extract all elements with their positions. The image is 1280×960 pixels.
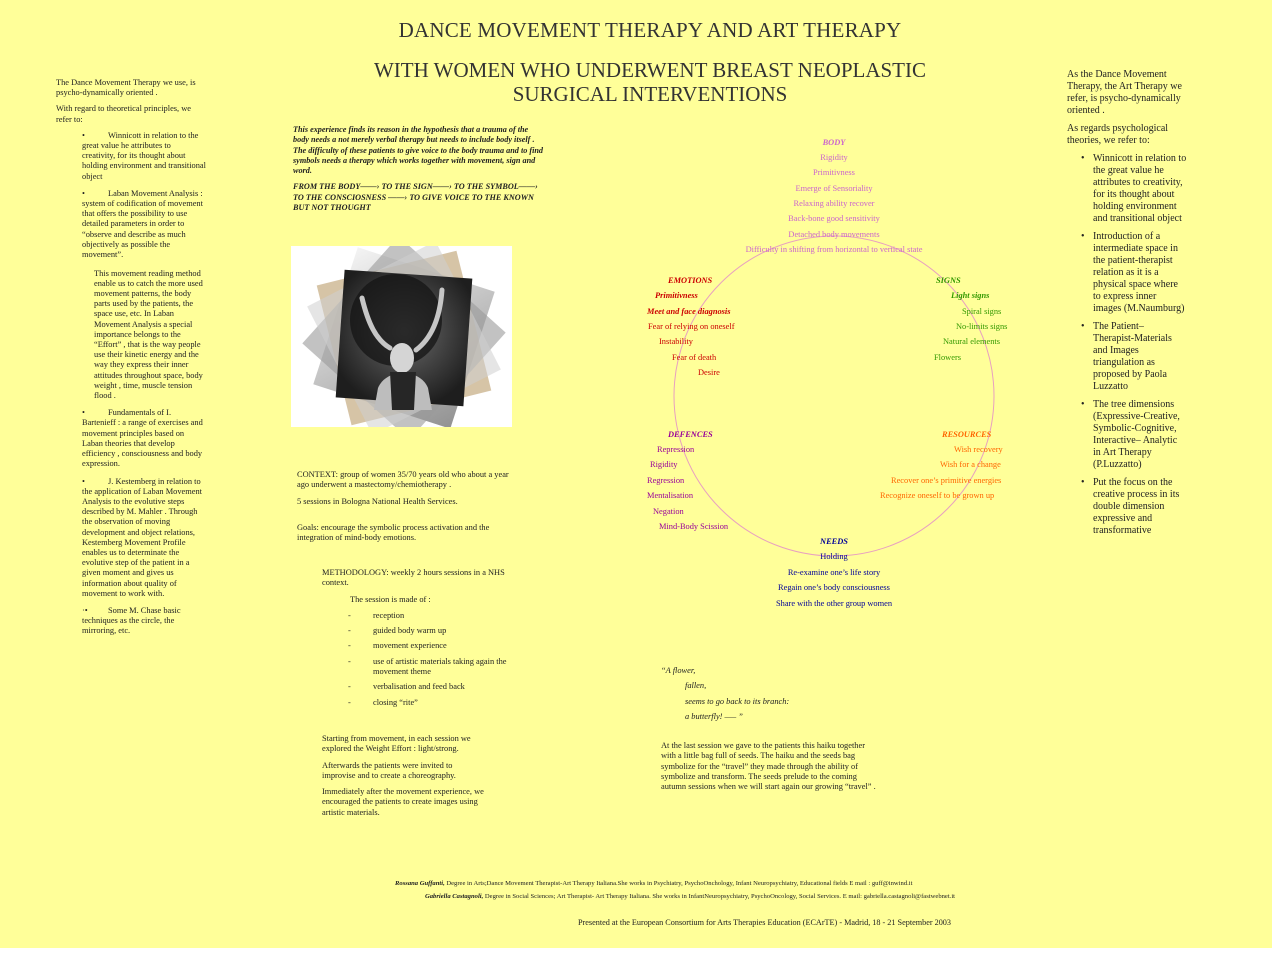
left-principles-list <box>56 131 206 260</box>
hypothesis-paragraph: This experience finds its reason in the hypothesis that a trauma of the body needs a not merely verbal therapy but needs to include body itself . The difficulty of these patients to give voice to the body trauma and to find symbols needs a therapy which works together with movement, sign and word. <box>293 125 544 176</box>
resources-item: Wish for a change <box>940 460 1001 469</box>
list-item-text: guided body warm up <box>373 626 447 636</box>
needs-item: Holding <box>820 552 848 561</box>
body-item: Relaxing ability recover <box>793 199 875 208</box>
right-intro: As the Dance Movement Therapy, the Art Therapy we refer, is psycho-dynamically oriented . <box>1067 69 1182 116</box>
author-details: Degree in Arts;Dance Movement Therapist-Art Therapy Italiana.She works in Psychiatry, PsychoOnchology, Infant Neuropsychiatry, Educational fields E mail : guff@inwind.it <box>444 880 913 887</box>
list-item-text: Laban Movement Analysis : system of codification of movement that offers the possibility to use detailed parameters in order to “observe and describe as much objectively as possible the movement”. <box>82 188 203 260</box>
bullet: • <box>1081 399 1085 410</box>
signs-item: No-limits signs <box>956 322 1008 331</box>
list-item-text: J. Kestemberg in relation to the application of Laban Movement Analysis to the evolutive steps described by M. Mahler . Through the observation of moving development and object relations, Kestemberg Movement Profile enables us to determinate the evolutive step of the patient in a given moment and gives us information about quality of movement to work with. <box>82 476 203 598</box>
defences-item: Rigidity <box>650 460 678 469</box>
author-credit-1 <box>395 880 912 887</box>
signs-item: Spiral signs <box>962 307 1002 316</box>
signs-item: Flowers <box>934 353 961 362</box>
list-item-text: Winnicott in relation to the great value he attributes to creativity, for its thought about holding environment and transitional object <box>82 130 206 181</box>
defences-item: Negation <box>653 507 684 516</box>
poster-title: DANCE MOVEMENT THERAPY AND ART THERAPY <box>398 18 902 42</box>
list-item <box>322 657 522 678</box>
emotions-item: Instability <box>659 337 693 346</box>
left-principles-list-2 <box>56 408 206 636</box>
list-item <box>1067 321 1187 393</box>
procedure-paragraph-2: Afterwards the patients were invited to improvise and to create a choreography. <box>322 760 456 780</box>
needs-item: Regain one’s body consciousness <box>778 583 890 592</box>
presented-at: Presented at the European Consortium for Arts Therapies Education (ECArTE) - Madrid, 18 - 21 September 2003 <box>578 918 951 927</box>
author-details: Degree in Social Sciences; Art Therapist- Art Therapy Italiana. She works in InfantNeuropsychiatry, PsychoOncology, Social Services. E mail: gabriella.castagnoli@fastwebnet.it <box>483 893 955 900</box>
signs-title: SIGNS <box>936 276 961 285</box>
methodology-block <box>322 568 522 713</box>
bullet: - <box>348 697 351 707</box>
defences-item: Mentalisation <box>647 491 694 500</box>
bullet: • <box>82 408 85 418</box>
right-theories-list <box>1067 153 1187 537</box>
right-column <box>1067 69 1187 543</box>
dancer-photo <box>291 246 512 427</box>
emotions-item: Primitivness <box>655 291 698 300</box>
bullet: - <box>348 610 351 620</box>
bullet: ·• <box>82 605 88 615</box>
hypothesis-text <box>293 125 543 219</box>
body-item: Back-bone good sensitivity <box>788 214 880 223</box>
defences-item: Regression <box>647 476 685 485</box>
resources-title: RESOURCES <box>942 430 992 439</box>
bullet: - <box>348 656 351 666</box>
signs-item: Natural elements <box>943 337 1000 346</box>
body-item: Difficulty in shifting from horizontal to vertical state <box>745 245 923 254</box>
defences-item: Mind-Body Scission <box>659 522 729 531</box>
list-item <box>56 606 206 637</box>
list-item-text: Fundamentals of I. Bartenieff : a range of exercises and movement principles based on Laban theories that develop efficiency , consciousness and body expression. <box>82 408 203 469</box>
defences-title: DEFENCES <box>668 430 713 439</box>
laban-description: This movement reading method enable us to catch the more used movement patterns, the body parts used by the patients, the space use, etc. In Laban Movement Analysis a special importance belongs to the “Effort” , that is the way people use their kinetic energy and the way they express their inner attitudes throughout space, body weight , time, muscle tension flood . <box>94 268 203 401</box>
poster-subtitle: WITH WOMEN WHO UNDERWENT BREAST NEOPLASTIC SURGICAL INTERVENTIONS <box>373 58 926 106</box>
procedure-block <box>322 734 487 824</box>
list-item <box>1067 153 1187 225</box>
list-item <box>322 682 522 692</box>
emotions-item: Fear of relying on oneself <box>648 322 735 331</box>
list-item-text: Introduction of a intermediate space in the patient-therapist relation as it is a physical space where to express inner images (M.Naumburg) <box>1093 231 1185 314</box>
needs-title: NEEDS <box>820 537 848 546</box>
haiku <box>661 663 861 725</box>
resources-item: Recognize oneself to be grown up <box>880 491 995 500</box>
session-steps-list <box>322 611 522 708</box>
goals-paragraph: Goals: encourage the symbolic process activation and the integration of mind-body emotions. <box>297 522 490 543</box>
bullet: • <box>82 476 85 486</box>
list-item-text: Some M. Chase basic techniques as the circle, the mirroring, etc. <box>82 605 181 636</box>
list-item-text: The Patient– Therapist-Materials and Images triangulation as proposed by Paola Luzzatto <box>1093 321 1172 392</box>
list-item-text: closing “rite” <box>373 697 418 707</box>
resources-item: Wish recovery <box>954 445 1003 454</box>
right-theories-heading: As regards psychological theories, we refer to: <box>1067 123 1169 146</box>
list-item-text: Put the focus on the creative process in its double dimension expressive and transformative <box>1093 477 1180 536</box>
list-item <box>1067 231 1187 315</box>
emotions-item: Desire <box>698 368 720 377</box>
list-item <box>1067 477 1187 537</box>
context-paragraph: CONTEXT: group of women 35/70 years old who about a year ago underwent a mastectomy/chemiotherapy . <box>297 470 509 490</box>
list-item <box>56 477 206 599</box>
body-item: Rigidity <box>820 153 848 162</box>
needs-item: Re-examine one’s life story <box>787 568 881 577</box>
left-intro: The Dance Movement Therapy we use, is psycho-dynamically oriented . <box>56 78 196 98</box>
methodology-paragraph: METHODOLOGY: weekly 2 hours sessions in a NHS context. <box>322 568 505 588</box>
signs-item: Light signs <box>951 291 990 300</box>
last-session-paragraph: At the last session we gave to the patients this haiku together with a little bag full of seeds. The haiku and the seeds bag symbolize for the “travel” they made through the ability of symbolize and transform. The seeds prelude to the coming autumn sessions when we will start again our growing “travel” . <box>661 741 876 792</box>
body-title: BODY <box>822 138 846 147</box>
process-paragraph: FROM THE BODY——› TO THE SIGN——› TO THE SYMBOL——› TO THE CONSCIOSNESS ——› TO GIVE VOICE TO THE KNOWN BUT NOT THOUGHT <box>293 182 538 213</box>
haiku-line: fallen, <box>685 681 707 691</box>
haiku-line: “A flower, <box>661 666 696 675</box>
haiku-line: seems to go back to its branch: <box>685 696 790 706</box>
list-item <box>1067 399 1187 471</box>
session-heading: The session is made of : <box>350 594 431 604</box>
bullet: - <box>348 682 351 692</box>
list-item <box>322 611 522 621</box>
list-item <box>322 698 522 708</box>
procedure-paragraph-1: Starting from movement, in each session we explored the Weight Effort : light/strong. <box>322 734 471 754</box>
author-credit-2 <box>425 893 955 900</box>
list-item-text: movement experience <box>373 641 447 651</box>
emotions-item: Fear of death <box>672 353 717 362</box>
list-item <box>322 641 522 651</box>
bullet: • <box>1081 321 1085 332</box>
bullet: • <box>82 130 85 140</box>
defences-item: Repression <box>657 445 695 454</box>
bullet: - <box>348 641 351 651</box>
needs-item: Share with the other group women <box>775 599 893 608</box>
emotions-title: EMOTIONS <box>668 276 713 285</box>
list-item-text: Winnicott in relation to the great value he attributes to creativity, for its thought about holding environment and transitional object <box>1093 153 1187 224</box>
bullet: - <box>348 626 351 636</box>
procedure-paragraph-3: Immediately after the movement experience, we encouraged the patients to create images using artistic materials. <box>322 787 484 817</box>
therapy-diagram <box>640 130 1020 610</box>
dancer-image <box>291 246 512 427</box>
context-block <box>297 470 522 549</box>
list-item <box>56 131 206 182</box>
author-name: Rossana Guffanti, <box>395 880 445 887</box>
left-column <box>56 78 206 644</box>
list-item <box>56 408 206 469</box>
resources-item: Recover one’s primitive energies <box>891 476 1002 485</box>
body-item: Primitivness <box>813 168 855 177</box>
sessions-paragraph: 5 sessions in Bologna National Health Services. <box>297 496 458 506</box>
body-item: Detached body movements <box>788 230 880 239</box>
list-item <box>322 626 522 636</box>
haiku-line: a butterfly! —– ” <box>685 712 743 722</box>
bullet: • <box>1081 231 1085 242</box>
left-principles-heading: With regard to theoretical principles, we refer to: <box>56 104 192 124</box>
list-item <box>56 189 206 260</box>
emotions-item: Meet and face diagnosis <box>647 307 731 316</box>
list-item-text: verbalisation and feed back <box>373 682 465 692</box>
bullet: • <box>1081 153 1085 164</box>
author-name: Gabriella Castagnoli, <box>425 893 484 900</box>
list-item-text: use of artistic materials taking again the movement theme <box>373 656 507 677</box>
bullet: • <box>82 188 85 198</box>
body-item: Emerge of Sensoriality <box>795 184 873 193</box>
list-item-text: reception <box>373 610 405 620</box>
bullet: • <box>1081 477 1085 488</box>
list-item-text: The tree dimensions (Expressive-Creative, Symbolic-Cognitive, Interactive– Analytic in Art Therapy (P.Luzzatto) <box>1093 399 1180 470</box>
